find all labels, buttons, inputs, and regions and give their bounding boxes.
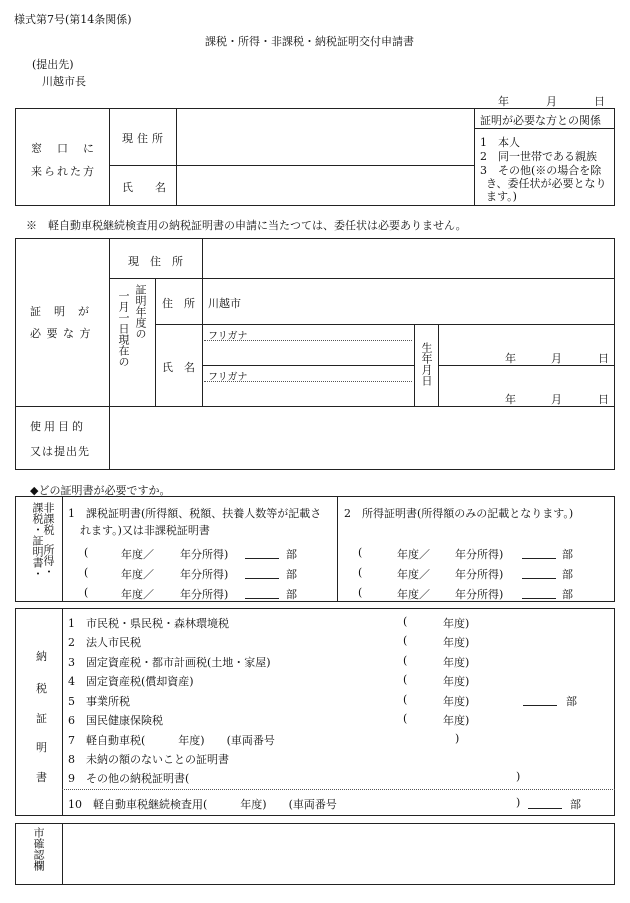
nozei-item-6[interactable]: 6 国民健康保険税 — [68, 714, 163, 727]
jan1-label: 一月一日現在の — [117, 290, 130, 367]
side-label-kazei: 課税・証明書・ — [31, 502, 44, 579]
mayor-label: 川越市長 — [42, 75, 86, 88]
nozei-side-char-1: 納 — [36, 650, 47, 663]
nozei-item-4[interactable]: 4 固定資産税(償却資産) — [68, 675, 194, 688]
birth2-day: 日 — [598, 393, 609, 406]
relation-option-3-cont: き、委任状が必要となり — [486, 177, 607, 190]
subject-address-label: 住 所 — [162, 297, 195, 310]
date-day: 日 — [594, 95, 605, 108]
relation-option-3[interactable]: 3 その他(※の場合を除 — [480, 164, 602, 177]
purpose-label-2: 又は提出先 — [30, 445, 90, 458]
cert-option-kazei[interactable]: 1 課税証明書(所得額、税額、扶養人数等が記載さ — [68, 507, 322, 520]
applicant-address-label: 現住所 — [122, 132, 167, 145]
date-month: 月 — [546, 95, 557, 108]
item10-copies-blank[interactable] — [528, 796, 562, 809]
cert-option-kazei-cont: れます。)又は非課税証明書 — [80, 524, 210, 537]
date-year: 年 — [498, 95, 509, 108]
nozei-item-9[interactable]: 9 その他の納税証明書( — [68, 772, 190, 785]
subject-label: 証 明 が — [30, 305, 90, 318]
form-number: 様式第7号(第14条関係) — [14, 13, 132, 26]
which-certificate-question: ◆どの証明書が必要ですか。 — [30, 484, 171, 497]
subject-current-address-label: 現 住 所 — [128, 255, 183, 268]
birth1-day: 日 — [598, 352, 609, 365]
nozei-item-2[interactable]: 2 法人市民税 — [68, 636, 141, 649]
delegation-note: ※ 軽自動車税継続検査用の納税証明書の申請に当たつては、委任状は必要ありません。 — [26, 219, 467, 232]
nozei-item-1[interactable]: 1 市民税・県民税・森林環境税 — [68, 617, 229, 630]
form-title: 課税・所得・非課税・納税証明交付申請書 — [205, 35, 414, 48]
furigana-label-2: フリガナ — [208, 372, 248, 383]
applicant-label-2: 来られた方 — [31, 165, 96, 178]
applicant-address-field[interactable] — [178, 112, 472, 162]
side-label-hikazei: 非課税 — [42, 502, 55, 535]
relation-header: 証明が必要な方との関係 — [480, 114, 601, 127]
cert-option-shotoku[interactable]: 2 所得証明書(所得額のみの記載となります。) — [344, 507, 574, 520]
relation-option-3-cont2: ます。) — [486, 190, 517, 203]
applicant-label: 窓 口 に — [31, 142, 96, 155]
city-confirmation-label: 市確認欄 — [32, 827, 45, 871]
submit-to-label: (提出先) — [32, 58, 74, 71]
subject-label-2: 必 要 な 方 — [30, 327, 92, 340]
side-label-shotoku: 所得・ — [42, 544, 55, 577]
nozei-item-5[interactable]: 5 事業所税 — [68, 695, 130, 708]
subject-address-value[interactable]: 川越市 — [208, 297, 241, 310]
nozei-side-char-3: 証 — [36, 712, 47, 725]
nozei-side-char-4: 明 — [36, 741, 47, 754]
birth1-year: 年 — [505, 352, 516, 365]
applicant-name-label: 氏 名 — [122, 181, 166, 194]
nozei-item-10[interactable]: 10 軽自動車税継続検査用( 年度) (車両番号 — [68, 798, 337, 811]
subject-name-field-1[interactable] — [204, 342, 412, 362]
subject-name-field-2[interactable] — [204, 383, 412, 404]
city-confirmation-field — [64, 826, 612, 882]
nozei-item-3[interactable]: 3 固定資産税・都市計画税(土地・家屋) — [68, 656, 271, 669]
nozei-side-char-2: 税 — [36, 682, 47, 695]
birth2-year: 年 — [505, 393, 516, 406]
item10-copies-label: 部 — [570, 798, 581, 811]
birthdate-label: 生年月日 — [420, 342, 433, 386]
birth2-month: 月 — [551, 393, 562, 406]
nozei-item-8[interactable]: 8 未納の額のないことの証明書 — [68, 753, 229, 766]
birth1-month: 月 — [551, 352, 562, 365]
subject-name-label: 氏 名 — [162, 361, 195, 374]
nozei-item-7[interactable]: 7 軽自動車税( 年度) (車両番号 — [68, 734, 275, 747]
purpose-field[interactable] — [112, 410, 612, 466]
furigana-label-1: フリガナ — [208, 331, 248, 342]
fiscal-year-label: 証明年度の — [134, 284, 147, 339]
applicant-name-field[interactable] — [178, 168, 472, 204]
nozei-copies-blank[interactable] — [523, 693, 557, 706]
subject-current-address-field[interactable] — [204, 242, 612, 275]
nozei-copies-label: 部 — [566, 695, 577, 708]
purpose-label: 使用目的 — [30, 420, 86, 433]
relation-option-2[interactable]: 2 同一世帯である親族 — [480, 150, 597, 163]
relation-option-1[interactable]: 1 本人 — [480, 136, 520, 149]
nozei-side-char-5: 書 — [36, 771, 47, 784]
